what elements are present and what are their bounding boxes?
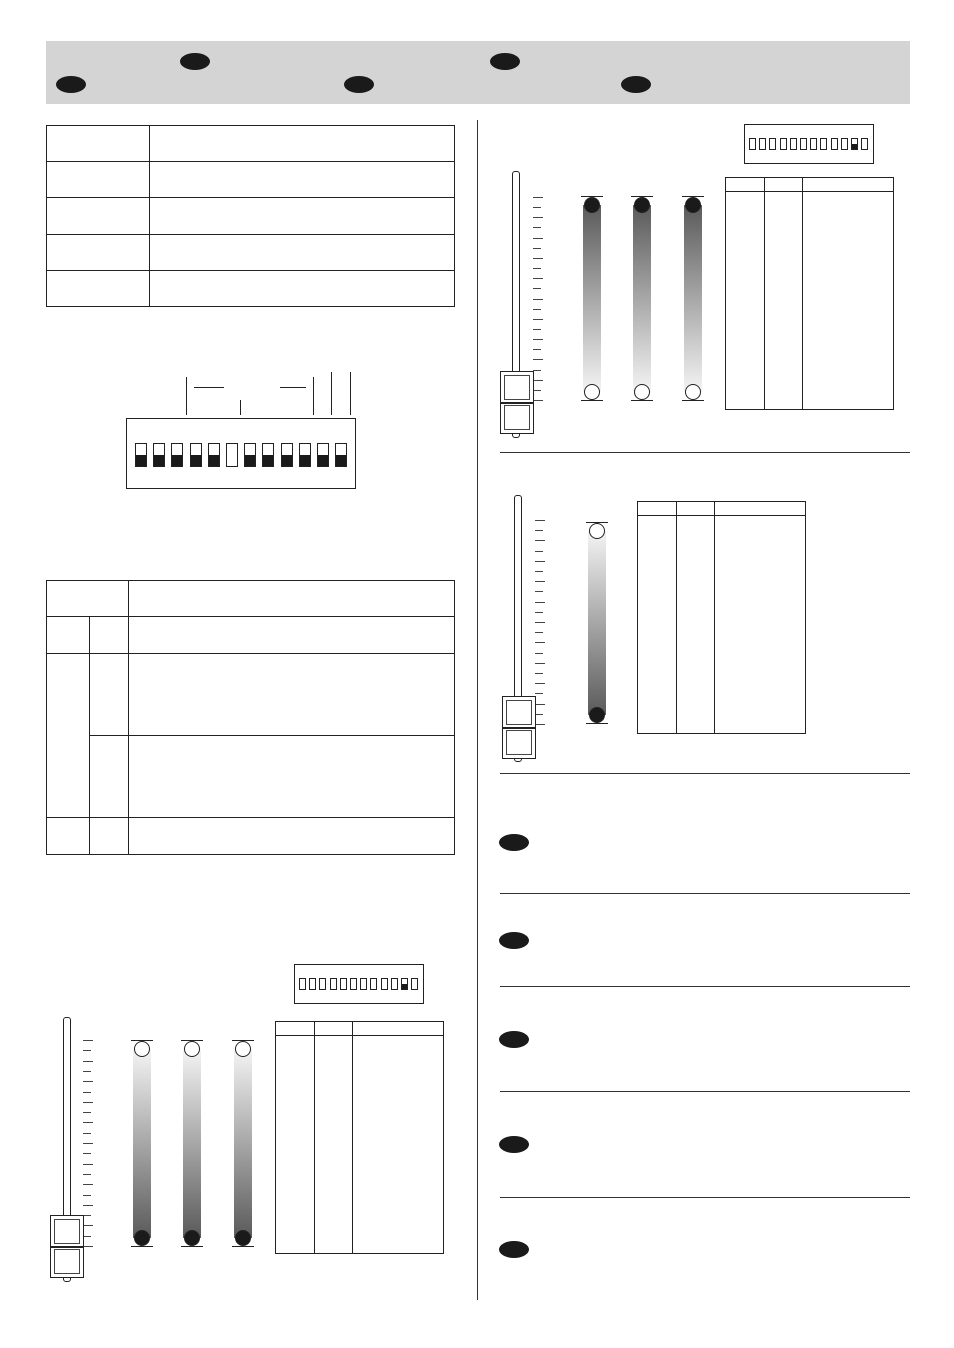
fader-tick <box>533 278 543 279</box>
dip-switch-9[interactable] <box>831 138 838 150</box>
fader-tick <box>83 1112 91 1113</box>
fader-tick <box>533 359 543 360</box>
fader-tick <box>83 1061 93 1062</box>
fader-tick <box>533 380 543 381</box>
fader-tick <box>535 602 545 603</box>
gradient-bar <box>234 1049 252 1238</box>
dip-switch-4[interactable] <box>780 138 787 150</box>
dip-switch-1[interactable] <box>299 978 306 990</box>
dip-switch-12[interactable] <box>411 978 418 990</box>
fader-tick <box>533 238 543 239</box>
fader-tick <box>535 693 543 694</box>
fader-tick <box>533 329 541 330</box>
fader-tick <box>533 217 543 218</box>
dip-switch-3[interactable] <box>319 978 326 990</box>
fader-tick <box>83 1164 93 1165</box>
section-separator <box>500 773 910 774</box>
fader-tick <box>535 642 545 643</box>
dip-switch-8[interactable] <box>262 443 274 467</box>
bar-cap-bottom <box>131 1246 153 1247</box>
fader-tick <box>83 1225 93 1226</box>
bar-dot-top <box>184 1041 200 1057</box>
dip-switch-5[interactable] <box>340 978 347 990</box>
dip-switch-small-right <box>744 124 874 164</box>
dip-switch-6[interactable] <box>226 443 238 467</box>
table-row-divider <box>47 161 454 162</box>
value-table-left <box>275 1021 444 1254</box>
table-row-divider <box>47 234 454 235</box>
fader-tick <box>533 309 541 310</box>
fader-tick <box>83 1184 93 1185</box>
gradient-bar <box>684 205 702 392</box>
bar-dot-bottom <box>134 1230 150 1246</box>
dip-switch-12[interactable] <box>861 138 868 150</box>
fader-tick <box>533 299 543 300</box>
dip-switch-5[interactable] <box>208 443 220 467</box>
fader-tick <box>535 673 543 674</box>
fader-tick <box>533 288 541 289</box>
language-badge <box>490 53 520 70</box>
bar-dot-top <box>634 197 650 213</box>
fader-tick <box>533 248 541 249</box>
dip-switch-11[interactable] <box>317 443 329 467</box>
fader-tick <box>535 581 545 582</box>
dip-switch-1[interactable] <box>135 443 147 467</box>
fader-tick <box>535 663 545 664</box>
section-separator <box>500 452 910 453</box>
fader-tick <box>535 724 545 725</box>
fader-tick <box>535 561 545 562</box>
dip-switch-10[interactable] <box>841 138 848 150</box>
fader-tick <box>533 370 541 371</box>
table-row-divider <box>47 270 454 271</box>
dip-switch-8[interactable] <box>370 978 377 990</box>
language-badge <box>499 1241 529 1258</box>
fader-tick <box>83 1236 91 1237</box>
fader-tick <box>533 268 541 269</box>
section-separator <box>500 986 910 987</box>
bar-dot-bottom <box>184 1230 200 1246</box>
bar-dot-bottom <box>685 384 701 400</box>
dip-switch-1[interactable] <box>749 138 756 150</box>
bar-dot-top <box>589 523 605 539</box>
bar-cap-bottom <box>232 1246 254 1247</box>
fader-tick <box>83 1092 91 1093</box>
bar-cap-bottom <box>581 400 603 401</box>
dip-switch-12[interactable] <box>335 443 347 467</box>
dip-switch-10[interactable] <box>299 443 311 467</box>
gradient-bar <box>633 205 651 392</box>
fader-tick <box>83 1205 93 1206</box>
fader-tick <box>535 653 543 654</box>
dip-switch-9[interactable] <box>381 978 388 990</box>
fader-tick <box>83 1246 93 1247</box>
fader-tick <box>533 207 541 208</box>
dip-switch-10[interactable] <box>391 978 398 990</box>
bar-dot-bottom <box>634 384 650 400</box>
fader-tick <box>83 1215 91 1216</box>
language-badge <box>56 76 86 93</box>
fader-tick <box>535 540 545 541</box>
fader-tick <box>83 1071 91 1072</box>
fader-tick <box>535 622 545 623</box>
bar-cap-bottom <box>682 400 704 401</box>
bar-dot-bottom <box>589 707 605 723</box>
column-divider <box>477 120 478 1300</box>
fader-tick <box>533 400 543 401</box>
fader-tick <box>533 258 543 259</box>
fader-tick <box>83 1122 93 1123</box>
dip-switch-6[interactable] <box>350 978 357 990</box>
section-separator <box>500 893 910 894</box>
fader-knob[interactable] <box>50 1215 84 1278</box>
fader-tick <box>535 591 543 592</box>
fader-tick <box>535 612 543 613</box>
dip-switch-5[interactable] <box>790 138 797 150</box>
dip-switch-8[interactable] <box>820 138 827 150</box>
value-table-right-mid <box>637 501 806 734</box>
fader-tick <box>533 319 543 320</box>
fader-knob[interactable] <box>502 696 536 759</box>
gradient-bar <box>588 531 606 715</box>
fader-tick <box>535 704 545 705</box>
dip-switch-2[interactable] <box>759 138 766 150</box>
fader-tick <box>535 520 545 521</box>
fader-tick <box>533 227 541 228</box>
fader-tick <box>533 339 543 340</box>
fader-tick <box>535 530 543 531</box>
fader-tick <box>83 1174 91 1175</box>
mode-table <box>46 580 455 855</box>
fader-knob[interactable] <box>500 371 534 434</box>
gradient-bar <box>183 1049 201 1238</box>
language-badge <box>344 76 374 93</box>
language-badge <box>499 932 529 949</box>
bar-dot-bottom <box>235 1230 251 1246</box>
bar-cap-bottom <box>181 1246 203 1247</box>
fader-tick <box>533 390 541 391</box>
section-separator <box>500 1091 910 1092</box>
fader-tick <box>83 1050 91 1051</box>
fader-tick <box>83 1195 91 1196</box>
fader-tick <box>83 1102 93 1103</box>
fader-tick <box>83 1133 91 1134</box>
bar-dot-bottom <box>584 384 600 400</box>
dip-switch-small-left <box>294 964 424 1004</box>
dip-switch-4[interactable] <box>190 443 202 467</box>
bar-dot-top <box>235 1041 251 1057</box>
dip-switch-11[interactable] <box>401 978 408 990</box>
dip-switch-3[interactable] <box>171 443 183 467</box>
fader-tick <box>535 551 543 552</box>
dip-switch-11[interactable] <box>851 138 858 150</box>
language-badge <box>499 1031 529 1048</box>
fader-tick <box>83 1040 93 1041</box>
dip-switch-7[interactable] <box>244 443 256 467</box>
gradient-bar <box>583 205 601 392</box>
settings-table <box>46 125 455 307</box>
section-separator <box>500 1197 910 1198</box>
value-table-right-top <box>725 177 894 410</box>
language-badge <box>180 53 210 70</box>
dip-switch-7[interactable] <box>360 978 367 990</box>
bar-dot-top <box>685 197 701 213</box>
fader-tick <box>533 349 541 350</box>
fader-tick <box>83 1143 93 1144</box>
header-band <box>46 41 910 104</box>
bar-dot-top <box>584 197 600 213</box>
dip-switch-2[interactable] <box>309 978 316 990</box>
dip-switch-4[interactable] <box>330 978 337 990</box>
dip-switch-2[interactable] <box>153 443 165 467</box>
dip-switch-block <box>126 418 356 489</box>
table-row-divider <box>47 197 454 198</box>
dip-switch-7[interactable] <box>810 138 817 150</box>
gradient-bar <box>133 1049 151 1238</box>
dip-switch-9[interactable] <box>281 443 293 467</box>
fader-tick <box>535 571 543 572</box>
bar-cap-bottom <box>586 723 608 724</box>
fader-tick <box>83 1081 93 1082</box>
dip-switch-3[interactable] <box>769 138 776 150</box>
bar-cap-bottom <box>631 400 653 401</box>
dip-switch-6[interactable] <box>800 138 807 150</box>
fader-tick <box>535 632 543 633</box>
language-badge <box>621 76 651 93</box>
bar-dot-top <box>134 1041 150 1057</box>
language-badge <box>499 1136 529 1153</box>
language-badge <box>499 834 529 851</box>
fader-tick <box>535 683 545 684</box>
fader-tick <box>83 1153 91 1154</box>
fader-tick <box>535 714 543 715</box>
fader-tick <box>533 197 543 198</box>
